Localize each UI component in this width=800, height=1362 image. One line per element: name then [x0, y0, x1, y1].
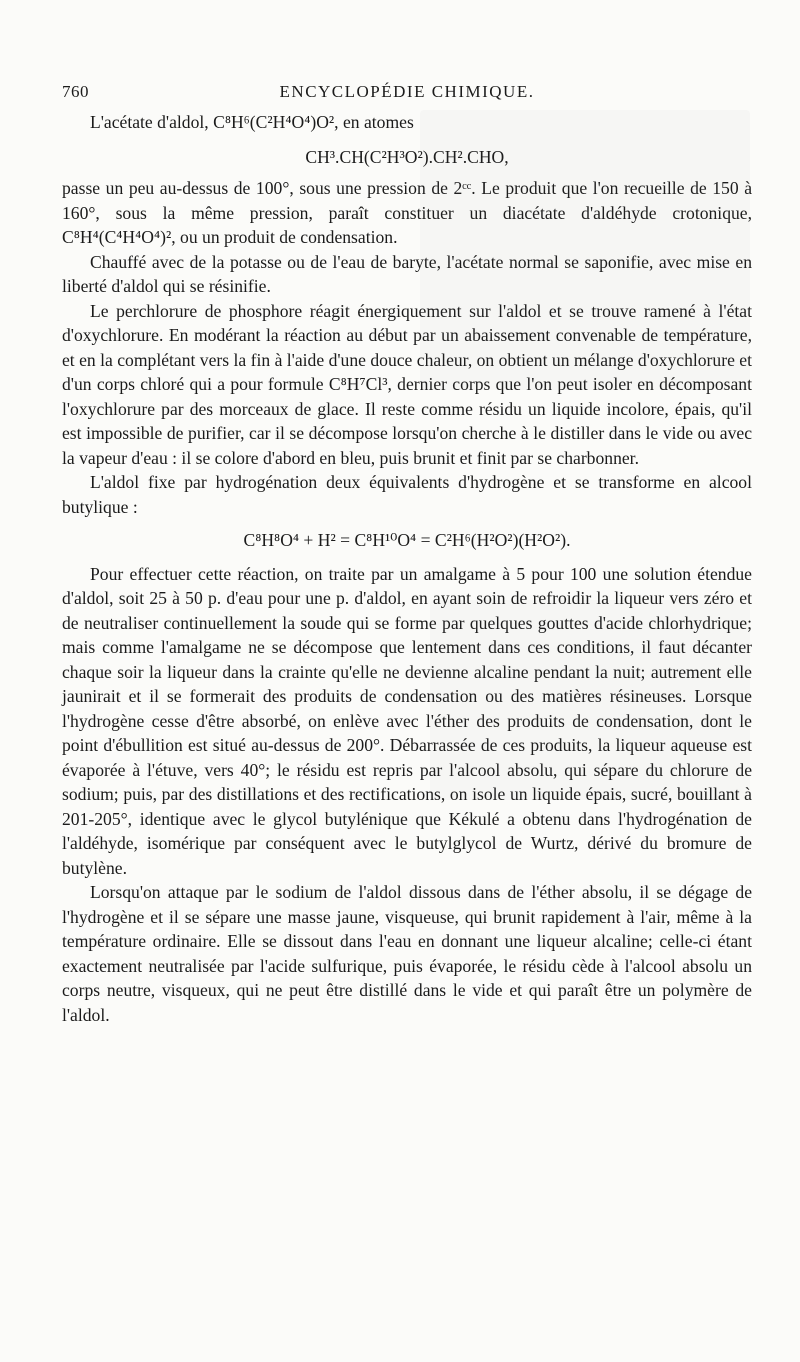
running-title: ENCYCLOPÉDIE CHIMIQUE.: [279, 82, 535, 101]
page-header: [62, 82, 752, 106]
page-number: 760: [62, 82, 89, 101]
formula-acetate-atoms: CH³.CH(C²H³O²).CH².CHO,: [305, 146, 509, 167]
body-text: [62, 110, 752, 1027]
paragraph-acetate-distillation: passe un peu au-dessus de 100°, sous une pression de 2ᶜᶜ. Le produit que l'on recueille de 150 à 160°, sous la même pression, paraît constituer un diacétate d'aldéhyde crotonique, C⁸H⁴(C⁴H⁴O⁴)², ou un produit de condensation.: [62, 178, 752, 247]
paragraph-acetate-aldol: L'acétate d'aldol, C⁸H⁶(C²H⁴O⁴)O², en atomes: [90, 112, 414, 132]
paragraph-sodium: Lorsqu'on attaque par le sodium de l'aldol dissous dans de l'éther absolu, il se dégage de l'hydrogène et il se sépare une masse jaune, visqueuse, qui brunit rapidement à l'air, même à la température ordinaire. Elle se dissout dans l'eau en donnant une liqueur alcaline; celle-ci étant exactement neutralisée par l'acide sulfurique, puis évaporée, le résidu cède à l'alcool absolu un corps neutre, visqueux, qui ne peut être distillé dans le vide et qui paraît être un polymère de l'aldol.: [62, 882, 752, 1025]
paragraph-saponification: Chauffé avec de la potasse ou de l'eau de baryte, l'acétate normal se saponifie, avec mise en liberté d'aldol qui se résinifie.: [62, 251, 752, 296]
paragraph-procedure: Pour effectuer cette réaction, on traite par un amalgame à 5 pour 100 une solution étendue d'aldol, soit 25 à 50 p. d'eau pour une p. d'aldol, en ayant soin de refroidir la liqueur vers zéro et de neutraliser continuellement la soude qui se forme par quelques gouttes d'acide chlorhydrique; mais comme l'amalgame ne se décompose que lentement dans ces conditions, il faut décanter chaque soir la liqueur dans la crainte qu'elle ne devienne alcaline pendant la nuit; autrement elle jaunirait et il se formerait des produits de condensation ou des matières résineuses. Lorsque l'hydrogène cesse d'être absorbé, on enlève avec l'éther des produits de condensation, dont le point d'ébullition est situé au-dessus de 200°. Débarrassée de ces produits, la liqueur aqueuse est évaporée à l'étuve, vers 40°; le résidu est repris par l'alcool absolu, qui sépare du chlorure de sodium; puis, par des distillations et des rectifications, on isole un liquide épais, sucré, bouillant à 201-205°, identique avec le glycol butylénique que Kékulé a obtenu dans l'hydrogénation de l'aldéhyde, isomérique par conséquent avec le butylglycol de Wurtz, dérivé du bromure de butylène.: [62, 563, 752, 878]
paragraph-hydrogenation: L'aldol fixe par hydrogénation deux équivalents d'hydrogène et se transforme en alcool butylique :: [62, 472, 752, 517]
paragraph-perchlorure: Le perchlorure de phosphore réagit énergiquement sur l'aldol et se trouve ramené à l'état d'oxychlorure. En modérant la réaction au début par un abaissement convenable de température, et en la complétant vers la fin à l'aide d'une douce chaleur, on obtient un mélange d'oxychlorure et d'un corps chloré qui a pour formule C⁸H⁷Cl³, dernier corps que l'on peut isoler en décomposant l'oxychlorure par des morceaux de glace. Il reste comme résidu un liquide incolore, épais, qu'il est impossible de purifier, car il se décompose lorsqu'on cherche à le distiller dans le vide ou avec la vapeur d'eau : il se colore d'abord en bleu, puis brunit et finit par se charbonner.: [62, 300, 752, 468]
formula-hydrogenation: C⁸H⁸O⁴ + H² = C⁸H¹⁰O⁴ = C²H⁶(H²O²)(H²O²).: [243, 530, 571, 550]
